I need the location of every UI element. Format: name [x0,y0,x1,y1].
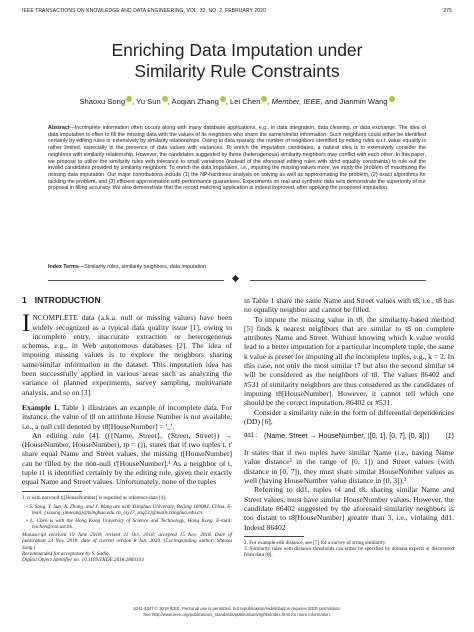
footnote-1: 1. ti with non-null tj[HouseNumber] is regarded as reference data [4]. [22,494,167,501]
example-paragraph [22,403,232,431]
footnote-3: 3. Similarity rules with distance thresholds can either be specified by domain experts or discovered from data [8]. [244,546,454,559]
example-text: Table 1 illustrates an example of incomplete data. For instance, the value of t8 on attribute House Number is not available, i.e., a null cell denoted by t8[HouseNumber] = '_'. [22,402,232,431]
affiliation-text: L. Chen is with the Hong Kong University of Science and Technology, Hong Kong. E-mail: leichen@cse.ust.hk. [30,517,232,530]
index-terms-text: —Similarity rules, similarity neighbors, data imputation [78,264,206,270]
author-list: Shaoxu Song , Yu Sun , Aoqian Zhang , Lei Chen , Member, IEEE, and Jianmin Wang [0,96,474,106]
right-column [244,296,454,559]
equation-body: (Name, Street → HouseNumber, ⟨[0, 1], [0, 7], [0, 3]⟩) [264,433,430,441]
rights-info-line: See http://www.ieee.org/publications_standards/publications/rights/index.html for more information. [143,611,331,617]
running-head [22,8,452,14]
recommended-by: Recommended for acceptance by S. Sadiq. [22,551,111,558]
title-line-2: Similarity Rule Constraints [134,61,340,81]
equation-1 [244,430,454,444]
abstract-text: —Incomplete information often occurs along with many database applications, e.g., in data integration, data cleaning, or data exchange. The idea of data imputation is often to fill the missing data with the values of its neighbors who share the same/similar information. Such neighbors could either be identified certainly by editing rules or extensively by similarity relationships. Owing to data sparsity, the number of neighbors identified by editing rules w.r.t. value equality is rather limited, especially in the presence of data values with variances. To enrich the imputation candidates, a natural idea is to extensively consider the neighbors with similarity relationship. However, the candidates suggested by these (heterogenous) similarity neighbors may conflict with each other. In this paper, we propose to utilize the similarity rules with tolerance to small variations (instead of the aforesaid editing rules with strict equality constraints) to rule out the invalid candidates provided by similarity neighbors. To enrich the data imputation, i.e., imputing the missing values more, we study the problem of maximizing the missing data imputation. Our major contributions include (1) the NP-hardness analysis on solving as well as approximating the problem, (2) exact algorithms for tackling the problem, and (3) efficient approximation with performance guarantees. Experiments on real and synthetic data sets demonstrate the superiority of our proposal in filling accuracy. We also demonstrate that the record matching application is indeed improved, after applying the proposed imputation. [48,125,426,192]
body-paragraph: Referring to dd1, tuples t4 and t8, sharing similar Name and Street values, must have similar HouseNumber values. However, the candidate 86402 suggested by the aforesaid similarity neighbors is too distant to t8[HouseNumber] greater than 3, i.e., violating dd1. Indeed 86402 [244,485,454,532]
equation-label: dd1 : [244,433,258,440]
author-2: Yu Sun [136,97,161,106]
paper-title [0,40,474,82]
body-paragraph: in Table 1 share the same Name and Street values with t8, i.e., t8 has no equality neighbor and cannot be filled. [244,296,454,315]
manuscript-dates: Manuscript received 19 June 2018; revised 21 Oct. 2018; accepted 15 Nov. 2018. Date of publication 23 Nov. 2018; date of current version 8 Jan. 2020. (Corresponding author: Shaoxu Song.) [22,532,232,551]
publication-meta [22,532,232,563]
footnote-rule [244,536,304,537]
abstract [48,125,426,192]
divider-line-left [48,280,224,281]
orcid-icon[interactable] [389,96,395,102]
orcid-icon[interactable] [162,96,168,102]
left-column [22,296,232,564]
orcid-icon[interactable] [126,96,132,102]
author-4-membership: Member, IEEE, [271,97,323,106]
orcid-icon[interactable] [261,96,267,102]
body-paragraph: To impute the missing value in t8, the similarity-based method [5] finds k nearest neighbors that are similar to t8 on complete attributes Name and Street. Without knowing which k value would lead to a better imputation for a particular incomplete tuple, the same k value is preset for imputing all the incomplete tuples, e.g., k = 2. In this case, not only the most similar t7 but also the second similar t4 will be considered as the neighbors of t8. The values 86402 and #531 of similarity neighbors are thus considered as the candidates of imputing t8[HouseNumber]. However, it cannot tell which one should be the correct imputation, 86402 or #531. [244,314,455,408]
intro-paragraph [22,310,232,397]
equation-number: (1) [445,433,454,441]
author-4: Lei Chen [230,97,261,106]
copyright-footer [0,606,474,617]
footnote-rule [22,491,82,492]
affiliation-text: S. Song, Y. Sun, A. Zhang, and J. Wang are with Tsinghua University, Beijing 100084, China. E-mail: {sxsong, jimwang}@tsinghua.edu.cn, {sy17, zaq13}@mails.tsinghua.edu.cn. [29,503,232,517]
affiliation-item: • L. Chen is with the Hong Kong University of Science and Technology, Hong Kong. E-mail: leichen@cse.ust.hk. [26,517,232,530]
divider-line-right [250,280,426,281]
section-number: 1 [22,295,27,305]
author-5: and Jianmin Wang [324,97,388,106]
copyright-line: 1041-4347 © 2018 IEEE. Personal use is permitted, but republication/redistribution requires IEEE permission. [132,606,342,611]
title-line-1: Enriching Data Imputation under [111,40,363,60]
diamond-ornament-icon [232,275,239,282]
example-label: Example 1. [22,402,60,412]
drop-cap: I [22,310,31,338]
author-1: Shaoxu Song [79,97,126,106]
footnote-2: 2. For example edit distance, see [7] for a survey of string similarity. [244,539,387,546]
body-paragraph: It states that if two tuples have similar Name (i.e., having Name value distance² in the range of [0, 1]) and Street values (with distance in [0, 7]), they must share similar HouseNumber values as well (having HouseNumber value distance in [0, 3]).³ [244,448,454,486]
doi-line: Digital Object Identifier no. 10.1109/TKDE.2018.2883103 [22,557,144,564]
abstract-label: Abstract [48,125,70,131]
body-paragraph: Consider a similarity rule in the form of differential dependencies (DD) [6], [244,407,454,426]
orcid-icon[interactable] [220,96,226,102]
journal-citation: IEEE TRANSACTIONS ON KNOWLEDGE AND DATA ENGINEERING, VOL. 32, NO. 2, FEBRUARY 2020 [22,8,266,14]
section-title: INTRODUCTION [34,295,101,305]
section-heading [22,296,232,305]
page-number: 275 [443,8,452,14]
editing-rule-paragraph: An editing rule [4], (({Name, Street}, {Street, Street}) → (HouseNumber, HouseNumber), tp = ()), states that if two tuples t, t' share equal Name and Street values, the missing t[HouseNumber] can be filled by the non-null t'[HouseNumber].¹ As a neighbor of t, tuple t1 is identified certainly by the editing rule, given their exactly equal Name and Street values. Unfortunately, none of the tuples [22,430,232,487]
author-3: Aoqian Zhang [171,97,219,106]
section-divider [48,276,426,284]
affiliation-item: • S. Song, Y. Sun, A. Zhang, and J. Wang are with Tsinghua University, Beijing 100084, China. E-mail: {sxsong, jimwang}@tsinghua.edu.cn, {sy17, zaq13}@mails.tsinghua.edu.cn. [26,503,232,517]
intro-text: NCOMPLETE data (a.k.a. null or missing values) have been widely recognized as a typical data quality issue [1], owing to incomplete entry, inaccurate extraction or heterogeneous schemas, e.g., in Web autonomous databases [2]. The idea of imputing missing values is to explore the neighbors sharing same/similar information in the dataset. This imputation idea has been successfully applied in various areas such as analyzing the variance of planned experiments, survey sampling, multivariate analysis, and so on [3]. [22,313,232,397]
index-terms [48,264,426,270]
index-terms-label: Index Terms [48,264,79,270]
affiliation-list [22,504,232,530]
